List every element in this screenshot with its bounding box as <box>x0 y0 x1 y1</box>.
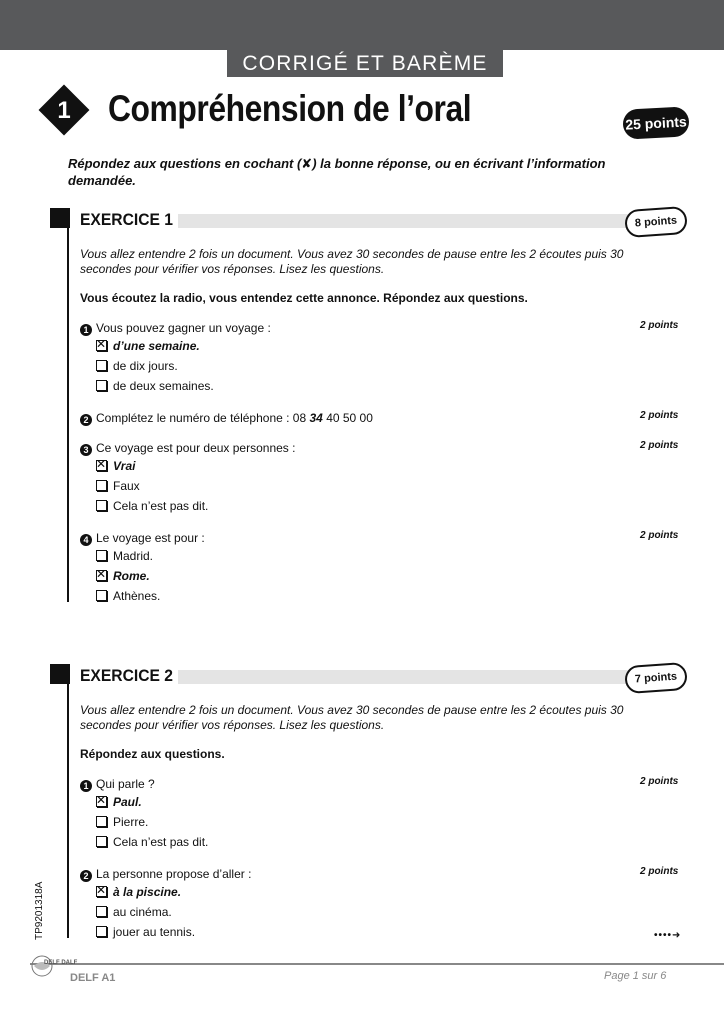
question-text: La personne propose d’aller : <box>96 867 252 881</box>
document-code: TP9201318A <box>34 881 45 940</box>
option-label: à la piscine. <box>113 885 182 899</box>
checkbox-icon[interactable] <box>96 906 107 917</box>
exercice-2-listen: Répondez aux questions. <box>80 747 225 761</box>
question-number: 3 <box>80 444 92 456</box>
option[interactable] <box>96 336 680 356</box>
section-title-row <box>40 88 690 138</box>
instructions: Répondez aux questions en cochant (✘) la bonne réponse, ou en écrivant l’information demandée. <box>68 156 606 188</box>
logo-text: DELF DALF <box>44 960 78 966</box>
section-number: 1 <box>57 97 71 124</box>
option[interactable] <box>96 356 680 376</box>
exercice-band <box>178 214 630 228</box>
question-text: Complétez le numéro de téléphone : 08 <box>96 411 307 425</box>
question-text: Vous pouvez gagner un voyage : <box>96 321 271 335</box>
option-label: Madrid. <box>113 549 154 563</box>
exercice-2-title: EXERCICE 2 <box>80 666 174 685</box>
question-number: 4 <box>80 534 92 546</box>
question <box>80 530 680 606</box>
exercice-1-intro: Vous allez entendre 2 fois un document. Vous avez 30 secondes de pause entre les 2 écoutes puis 30 secondes pour vérifier vos réponses. Lisez les questions. <box>80 247 624 276</box>
exercice-2-rule <box>67 676 69 938</box>
footer-level: DELF A1 <box>70 972 116 984</box>
checkbox-checked-icon[interactable] <box>96 886 107 897</box>
checkbox-icon[interactable] <box>96 500 107 511</box>
question-points: 2 points <box>640 530 679 541</box>
exercice-1-points: 8 points <box>624 206 688 238</box>
page-number: Page 1 sur 6 <box>604 970 667 982</box>
option-label: Cela n’est pas dit. <box>113 499 209 513</box>
option-label: Pierre. <box>113 815 149 829</box>
footer-rule <box>30 963 724 965</box>
exercice-2-header <box>50 664 690 694</box>
question-number: 1 <box>80 780 92 792</box>
exercice-2-body <box>80 703 680 942</box>
phone-rest: 40 50 00 <box>326 411 373 425</box>
checkbox-icon[interactable] <box>96 926 107 937</box>
checkbox-icon[interactable] <box>96 590 107 601</box>
question <box>80 866 680 942</box>
exercice-band <box>178 670 630 684</box>
exercice-1-rule <box>67 220 69 602</box>
option[interactable] <box>96 812 680 832</box>
option-label: jouer au tennis. <box>113 925 196 939</box>
question-points: 2 points <box>640 440 679 451</box>
question-points: 2 points <box>640 776 679 787</box>
option[interactable] <box>96 496 680 516</box>
checkbox-checked-icon[interactable] <box>96 340 107 351</box>
checkbox-icon[interactable] <box>96 480 107 491</box>
question-number: 2 <box>80 414 92 426</box>
question-points: 2 points <box>640 866 679 877</box>
checkbox-icon[interactable] <box>96 836 107 847</box>
option[interactable] <box>96 792 680 812</box>
delf-dalf-logo-icon <box>30 954 78 978</box>
option[interactable] <box>96 566 680 586</box>
option[interactable] <box>96 476 680 496</box>
question <box>80 410 680 426</box>
option[interactable] <box>96 902 680 922</box>
checkbox-checked-icon[interactable] <box>96 460 107 471</box>
exercice-1-body <box>80 247 680 606</box>
header-gray-block-right <box>0 0 724 50</box>
exercice-2-points: 7 points <box>624 662 688 694</box>
option-label: Faux <box>113 479 140 493</box>
continue-arrow-icon[interactable]: ••••➜ <box>654 930 682 941</box>
question-number: 2 <box>80 870 92 882</box>
section-points-badge: 25 points <box>622 106 689 139</box>
checkbox-icon[interactable] <box>96 816 107 827</box>
question-text: Qui parle ? <box>96 777 155 791</box>
option-label: de deux semaines. <box>113 379 214 393</box>
option[interactable] <box>96 376 680 396</box>
checkbox-checked-icon[interactable] <box>96 796 107 807</box>
question-text: Ce voyage est pour deux personnes : <box>96 441 296 455</box>
question-text: Le voyage est pour : <box>96 531 205 545</box>
page-title: Compréhension de l’oral <box>108 88 472 129</box>
question <box>80 320 680 396</box>
option[interactable] <box>96 586 680 606</box>
exercice-2-intro: Vous allez entendre 2 fois un document. Vous avez 30 secondes de pause entre les 2 écoutes puis 30 secondes pour vérifier vos réponses. Lisez les questions. <box>80 703 624 732</box>
exercice-1-header <box>50 208 690 238</box>
corrige-banner: CORRIGÉ ET BARÈME <box>227 50 503 77</box>
option[interactable] <box>96 832 680 852</box>
option[interactable] <box>96 922 680 942</box>
checkbox-icon[interactable] <box>96 550 107 561</box>
option-label: de dix jours. <box>113 359 178 373</box>
checkbox-icon[interactable] <box>96 380 107 391</box>
question-points: 2 points <box>640 410 679 421</box>
option-label: au cinéma. <box>113 905 172 919</box>
option[interactable] <box>96 456 680 476</box>
option-label: Paul. <box>113 795 142 809</box>
question-points: 2 points <box>640 320 679 331</box>
question <box>80 440 680 516</box>
question-number: 1 <box>80 324 92 336</box>
phone-answer[interactable]: 34 <box>309 411 323 425</box>
checkbox-icon[interactable] <box>96 360 107 371</box>
option[interactable] <box>96 882 680 902</box>
exercice-1-listen: Vous écoutez la radio, vous entendez cette annonce. Répondez aux questions. <box>80 291 528 305</box>
exercice-1-title: EXERCICE 1 <box>80 210 174 229</box>
option[interactable] <box>96 546 680 566</box>
option-label: Rome. <box>113 569 150 583</box>
option-label: Vrai <box>113 459 136 473</box>
question <box>80 776 680 852</box>
option-label: Cela n’est pas dit. <box>113 835 209 849</box>
checkbox-checked-icon[interactable] <box>96 570 107 581</box>
option-label: d’une semaine. <box>113 339 200 353</box>
option-label: Athènes. <box>113 589 161 603</box>
